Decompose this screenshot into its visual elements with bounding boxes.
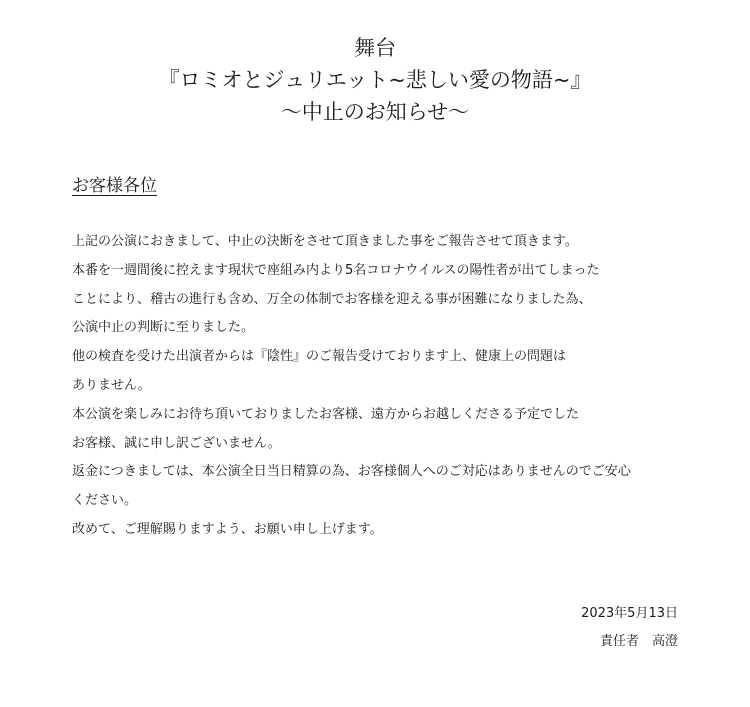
title-line-cancellation: 〜中止のお知らせ〜 xyxy=(280,100,470,124)
signature-date: 2023年5月13日 xyxy=(581,606,678,621)
body-line: 公演中止の判断に至りました。 xyxy=(72,320,255,336)
body-line: お客様、誠に申し訳ございません。 xyxy=(72,435,281,451)
body-line: ください。 xyxy=(72,493,138,509)
body-line: 改めて、ご理解賜りますよう、お願い申し上げます。 xyxy=(72,521,383,537)
notice-title xyxy=(0,32,750,128)
body-line: ありません。 xyxy=(72,377,151,393)
title-line-stage: 舞台 xyxy=(354,36,396,60)
body-line: 本番を一週間後に控えます現状で座組み内より5名コロナウイルスの陽性者が出てしまった xyxy=(72,262,600,278)
body-line: 本公演を楽しみにお待ち頂いておりましたお客様、遠方からお越しくださる予定でした xyxy=(72,406,580,422)
signature-block xyxy=(581,600,678,656)
signature-author: 責任者 高澄 xyxy=(599,634,678,649)
body-line: ことにより、稽古の進行も含め、万全の体制でお客様を迎える事が困難になりました為、 xyxy=(72,291,592,307)
salutation: お客様各位 xyxy=(72,176,157,196)
body-line: 上記の公演におきまして、中止の決断をさせて頂きました事をご報告させて頂きます。 xyxy=(72,234,578,249)
body-line: 返金につきましては、本公演全日当日精算の為、お客様個人へのご対応はありませんのでご安心 xyxy=(72,464,631,480)
title-line-play-name: 『ロミオとジュリエット~悲しい愛の物語~』 xyxy=(158,68,592,92)
notice-body xyxy=(72,228,692,545)
body-line: 他の検査を受けた出演者からは『陰性』のご報告受けております上、健康上の問題は xyxy=(72,349,567,365)
